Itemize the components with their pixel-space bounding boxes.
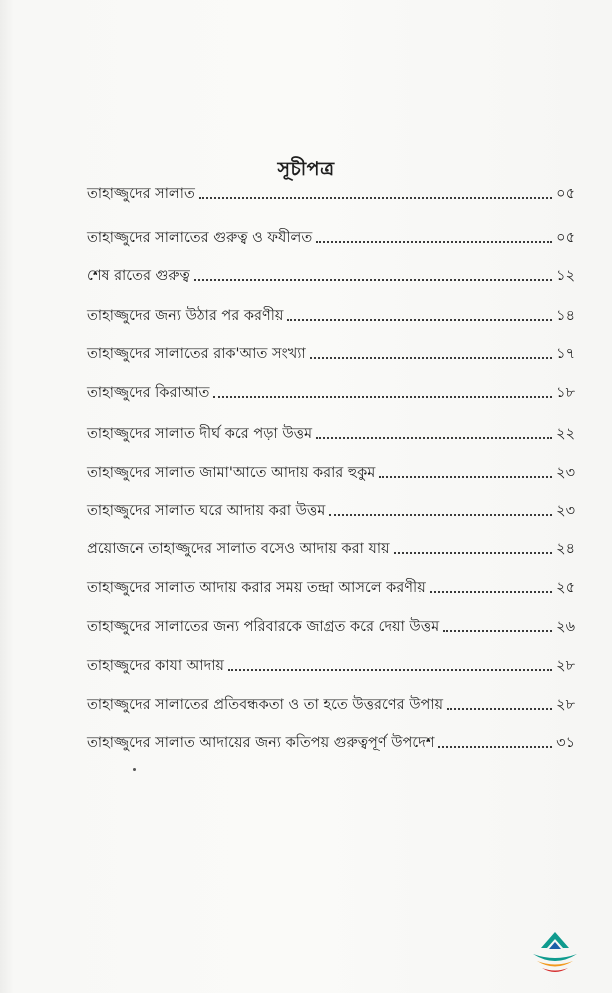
dot-leader	[443, 630, 552, 632]
toc-entry[interactable]	[87, 535, 575, 559]
dot-leader	[199, 197, 552, 199]
toc-entry[interactable]	[87, 180, 575, 204]
toc-entry[interactable]	[87, 574, 575, 598]
toc-entry-title: তাহাজ্জুদের সালাতের জন্য পরিবারকে জাগ্রত করে দেয়া উত্তম	[87, 619, 440, 635]
toc-entry[interactable]	[87, 379, 575, 403]
dot-leader	[447, 708, 552, 710]
toc-entry-title: তাহাজ্জুদের সালাতের রাক'আত সংখ্যা	[87, 346, 306, 362]
toc-entry-title: তাহাজ্জুদের সালাত আদায়ের জন্য কতিপয় গুরুত্বপূর্ণ উপদেশ	[87, 735, 435, 751]
toc-entry-title: তাহাজ্জুদের জন্য উঠার পর করণীয়	[87, 308, 284, 324]
toc-entry-page: ২৪	[556, 541, 575, 557]
toc-entry-title: তাহাজ্জুদের কাযা আদায়	[87, 658, 224, 674]
dot-leader	[430, 591, 552, 593]
dot-leader	[310, 357, 552, 359]
toc-entry-title: তাহাজ্জুদের সালাতের গুরুত্ব ও ফযীলত	[87, 230, 313, 246]
toc-entry-page: ১৮	[556, 385, 575, 401]
toc-entry-title: তাহাজ্জুদের কিরাআত	[87, 385, 210, 401]
toc-entry[interactable]	[87, 340, 575, 364]
dot-leader	[438, 746, 552, 748]
dot-leader	[379, 476, 552, 478]
toc-entry-title: প্রয়োজনে তাহাজ্জুদের সালাত বসেও আদায় করা যায়	[87, 541, 390, 557]
toc-entry-title: শেষ রাতের গুরুত্ব	[87, 268, 190, 284]
toc-entry-page: ৩১	[556, 735, 575, 751]
toc-entry-page: ২৮	[556, 658, 575, 674]
dot-leader	[316, 241, 552, 243]
toc-entry[interactable]	[87, 691, 575, 715]
toc-entry-page: ২৩	[556, 465, 575, 481]
toc-entry-page: ১৭	[556, 346, 575, 362]
toc-entry-page: ২৬	[556, 619, 575, 635]
dot-leader	[228, 669, 552, 671]
dot-leader	[394, 552, 553, 554]
toc-entry[interactable]	[87, 420, 575, 444]
dot-leader	[329, 514, 552, 516]
toc-entry[interactable]	[87, 497, 575, 521]
toc-entry-page: ১৪	[556, 308, 575, 324]
toc-entry-title: তাহাজ্জুদের সালাত দীর্ঘ করে পড়া উত্তম	[87, 426, 313, 442]
dot-leader	[316, 437, 552, 439]
toc-entry-title: তাহাজ্জুদের সালাতের প্রতিবন্ধকতা ও তা হতে উত্তরণের উপায়	[87, 697, 444, 713]
toc-entry[interactable]	[87, 262, 575, 286]
toc-entry-page: ১২	[556, 268, 575, 284]
toc-entry-page: ২৫	[556, 580, 575, 596]
toc-entry-page: ২৮	[556, 697, 575, 713]
toc-entry[interactable]	[87, 302, 575, 326]
toc-entry-title: তাহাজ্জুদের সালাত	[87, 186, 195, 202]
publisher-logo-icon	[525, 928, 585, 978]
toc-entry-page: ০৫	[556, 186, 575, 202]
toc-entry-page: ২৩	[556, 503, 575, 519]
toc-entry-page: ২২	[556, 426, 575, 442]
dot-leader	[213, 396, 552, 398]
stray-dot	[133, 768, 136, 771]
toc-entry[interactable]	[87, 224, 575, 248]
toc-entry-page: ০৫	[556, 230, 575, 246]
toc-entry[interactable]	[87, 459, 575, 483]
toc-entry[interactable]	[87, 729, 575, 753]
dot-leader	[194, 279, 552, 281]
dot-leader	[287, 319, 552, 321]
page-title: সূচীপত্র	[277, 158, 335, 180]
toc-entry-title: তাহাজ্জুদের সালাত ঘরে আদায় করা উত্তম	[87, 503, 326, 519]
toc-entry[interactable]	[87, 613, 575, 637]
toc-entry[interactable]	[87, 652, 575, 676]
toc-entry-title: তাহাজ্জুদের সালাত আদায় করার সময় তন্দ্রা আসলে করণীয়	[87, 580, 426, 596]
toc-entry-title: তাহাজ্জুদের সালাত জামা'আতে আদায় করার হুকুম	[87, 465, 376, 481]
